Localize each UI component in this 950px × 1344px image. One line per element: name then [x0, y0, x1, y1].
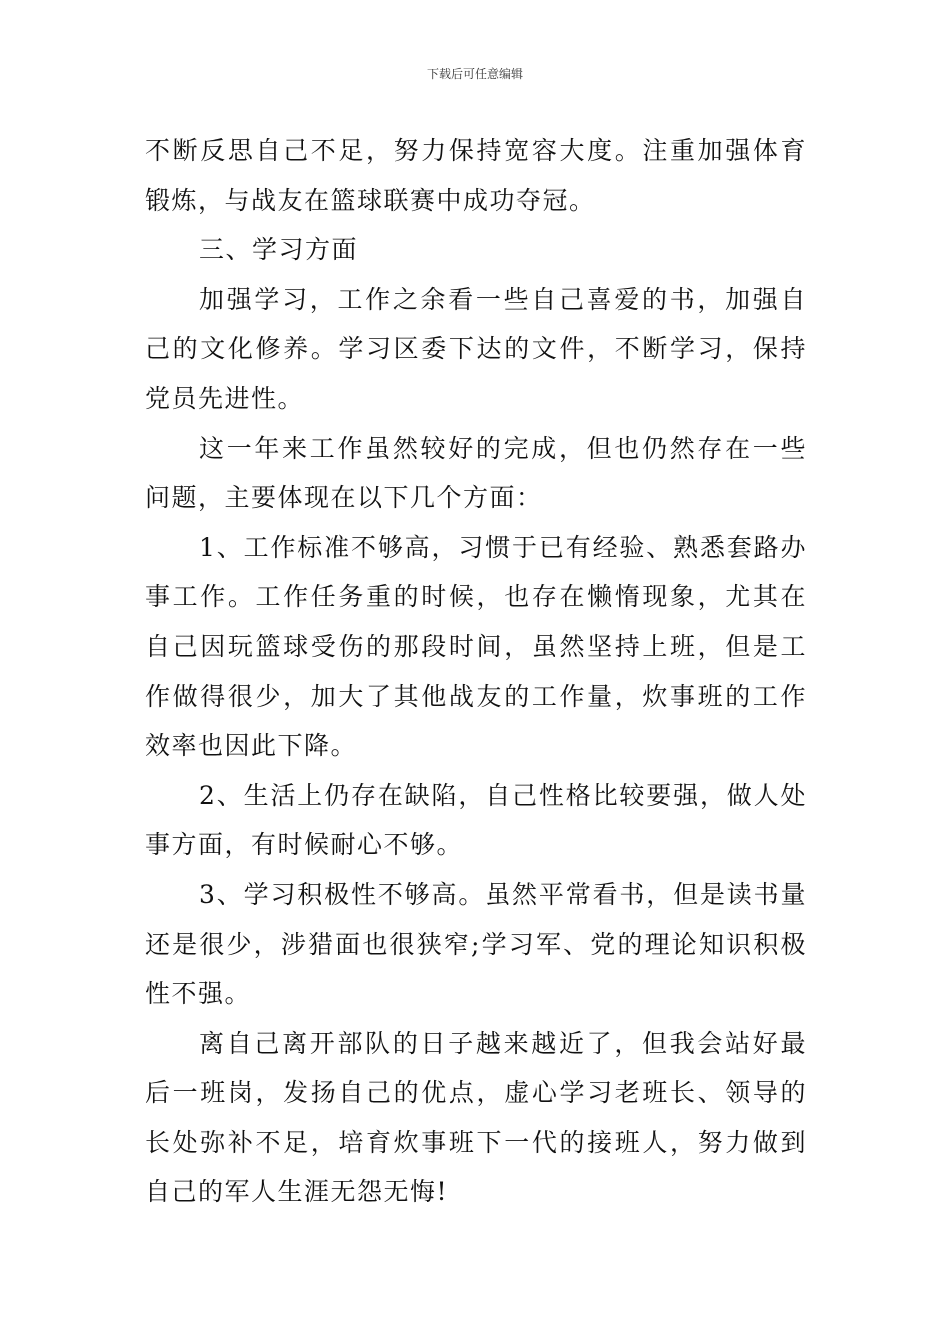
paragraph: 这一年来工作虽然较好的完成，但也仍然存在一些问题，主要体现在以下几个方面： — [145, 433, 807, 513]
list-item: 3、学习积极性不够高。虽然平常看书，但是读书量还是很少，涉猎面也很狭窄;学习军、党的理论知识积极性不强。 — [145, 879, 807, 1009]
paragraph: 加强学习，工作之余看一些自己喜爱的书，加强自己的文化修养。学习区委下达的文件，不断学习，保持党员先进性。 — [145, 284, 807, 413]
list-item: 2、生活上仍存在缺陷，自己性格比较要强，做人处事方面，有时候耐心不够。 — [145, 780, 807, 860]
paragraph: 离自己离开部队的日子越来越近了，但我会站好最后一班岗，发扬自己的优点，虚心学习老班长、领导的长处弥补不足，培育炊事班下一代的接班人，努力做到自己的军人生涯无怨无悔! — [145, 1028, 807, 1207]
document-body — [145, 126, 807, 1217]
page-header: 下载后可任意编辑 — [426, 67, 523, 81]
paragraph: 不断反思自己不足，努力保持宽容大度。注重加强体育锻炼，与战友在篮球联赛中成功夺冠。 — [145, 136, 807, 215]
section-heading: 三、学习方面 — [199, 235, 359, 265]
list-item: 1、工作标准不够高，习惯于已有经验、熟悉套路办事工作。工作任务重的时候，也存在懒惰现象，尤其在自己因玩篮球受伤的那段时间，虽然坚持上班，但是工作做得很少，加大了其他战友的工作量，炊事班的工作效率也因此下降。 — [145, 532, 807, 761]
